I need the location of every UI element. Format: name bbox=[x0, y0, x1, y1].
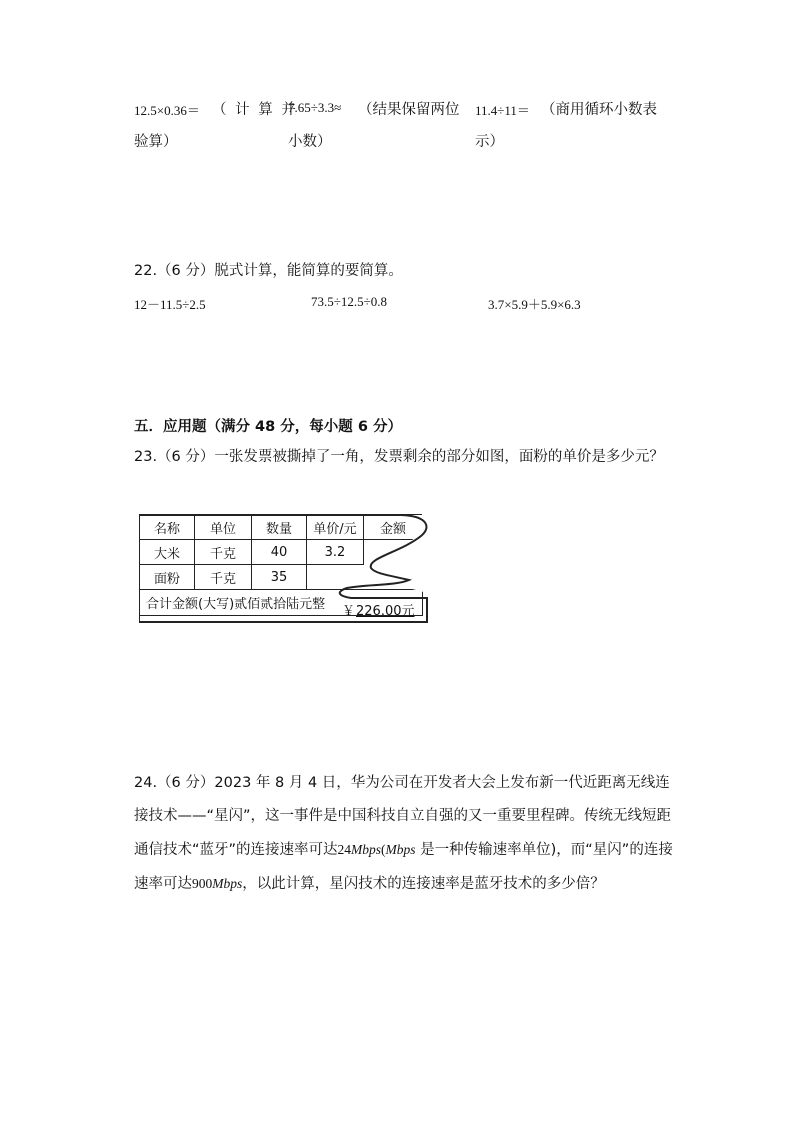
receipt-header-cell: 数量 bbox=[252, 515, 307, 540]
receipt-cell: 大米 bbox=[140, 540, 195, 565]
q24-text bbox=[134, 767, 679, 901]
receipt-cell: 面粉 bbox=[140, 565, 195, 590]
q21-item2-note-a: （结果保留两位 bbox=[358, 102, 460, 118]
q21-item1-expr: 12.5×0.36＝ bbox=[134, 103, 200, 118]
q24-part3: ，以此计算，星闪技术的连接速率是蓝牙技术的多少倍？ bbox=[242, 876, 605, 892]
receipt-figure bbox=[139, 514, 431, 624]
q22-heading: 22.（6 分）脱式计算，能简算的要简算。 bbox=[134, 263, 403, 279]
receipt-total-label: 合计金额(大写)贰佰贰拾陆元整 bbox=[140, 590, 423, 616]
receipt-cell: 40 bbox=[252, 540, 307, 565]
section5-heading: 五．应用题（满分 48 分，每小题 6 分） bbox=[134, 419, 402, 435]
q22-expr2: 73.5÷12.5÷0.8 bbox=[311, 294, 388, 309]
receipt-total-amount: 226.00元 bbox=[356, 604, 415, 619]
receipt-cell: 千克 bbox=[195, 540, 252, 565]
q24-unit1: Mbps bbox=[351, 842, 382, 857]
q22-expr3: 3.7×5.9＋5.9×6.3 bbox=[488, 297, 581, 312]
receipt-cell: 35 bbox=[252, 565, 307, 590]
q21-item2-expr: 7.65÷3.3≈ bbox=[288, 100, 342, 115]
q21-item3-note-b: 示） bbox=[475, 134, 504, 150]
q23-text: 23.（6 分）一张发票被撕掉了一角，发票剩余的部分如图，面粉的单价是多少元？ bbox=[134, 449, 664, 465]
receipt-cell: 千克 bbox=[195, 565, 252, 590]
q22-expr1: 12－11.5÷2.5 bbox=[134, 297, 206, 312]
q21-item1-note-b: 验算） bbox=[134, 134, 178, 150]
q21-item1-note-a: （ 计 算 并 bbox=[212, 102, 298, 118]
q24-unit1b: Mbps bbox=[385, 842, 416, 857]
q24-val2: 900 bbox=[192, 876, 213, 891]
q24-part1: 24.（6 分）2023 年 8 月 4 日，华为公司在开发者大会上发布新一代近距离无线连接技术——“星闪”，这一事件是中国科技自立自强的又一重要里程碑。传统无线短距通信技术“蓝牙”的连接速率可达 bbox=[134, 775, 672, 858]
receipt-header-cell: 单价/元 bbox=[307, 515, 364, 540]
q21-item2-note-b: 小数） bbox=[288, 134, 332, 150]
receipt-header-cell: 单位 bbox=[195, 515, 252, 540]
q24-part2: 是一种传输速率单位)，而“星闪”的连接速率可达 bbox=[134, 842, 673, 892]
q24-unit2: Mbps bbox=[212, 876, 243, 891]
receipt-cell: 3.2 bbox=[307, 540, 364, 565]
receipt-header-cell: 金额 bbox=[364, 515, 423, 540]
torn-edge-graphic bbox=[139, 514, 431, 624]
q21-item3-note-a: （商用循环小数表 bbox=[541, 102, 657, 118]
q24-paren-open: ( bbox=[381, 842, 386, 857]
receipt-header-cell: 名称 bbox=[140, 515, 195, 540]
receipt-yen-symbol: ￥ bbox=[342, 604, 356, 619]
q21-item3-expr: 11.4÷11＝ bbox=[475, 103, 530, 118]
q24-val1: 24 bbox=[337, 842, 352, 857]
